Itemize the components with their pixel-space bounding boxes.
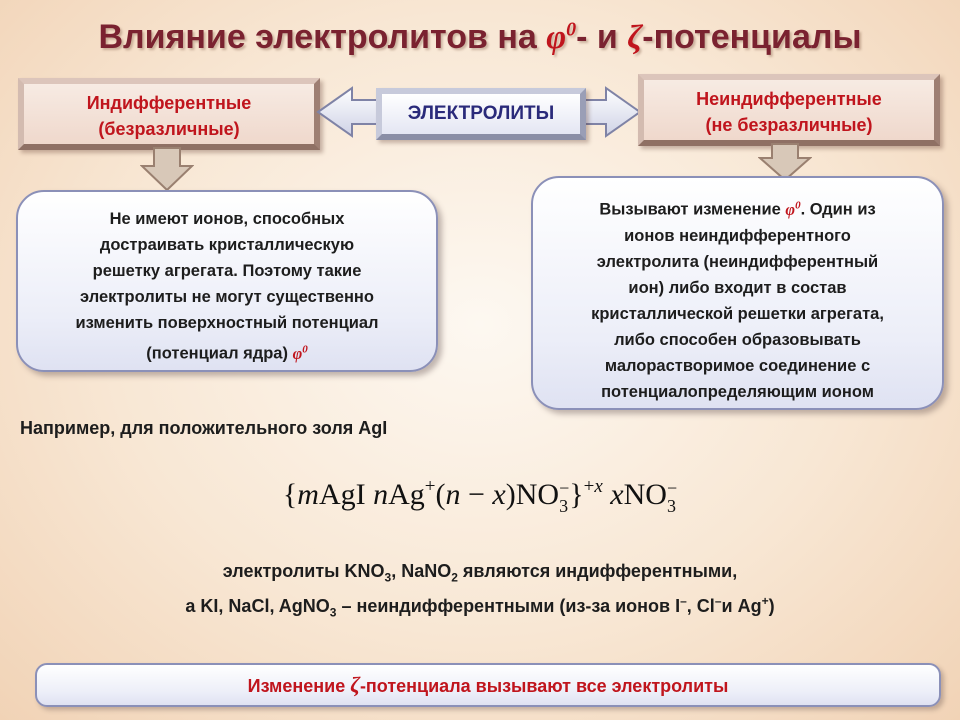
electrolytes-indifferent-line: электролиты $KNO_3$, NaNO$_2$ являются индифферентными, <box>222 561 738 585</box>
indifferent-sublabel: (безразличные) <box>98 119 240 139</box>
nonindifferent-label: Неиндифферентные <box>696 89 882 109</box>
indifferent-description <box>16 190 438 372</box>
zeta-symbol: ζ <box>627 19 643 56</box>
nonindifferent-description <box>531 176 944 410</box>
title-prefix: Влияние электролитов на <box>98 18 547 56</box>
text-line: ионов неиндифферентного <box>624 226 851 245</box>
text-line: Не имеют ионов, способных <box>109 210 345 228</box>
indifferent-label: Индифферентные <box>86 93 252 113</box>
text-line: кристаллической решетки агрегата, <box>591 304 884 323</box>
example-caption: Например, для положительного золя AgI <box>20 418 388 438</box>
text-line: Вызывают изменение $\varphi^0$. Один из <box>599 199 876 219</box>
page-title <box>0 18 960 57</box>
title-middle: - и <box>576 18 628 56</box>
phi-symbol: $\varphi^0$ <box>546 18 577 56</box>
phi-symbol: $\varphi^0$ <box>292 343 308 363</box>
text-line: решетку агрегата. Поэтому такие <box>92 262 362 280</box>
nonindifferent-sublabel: (не безразличные) <box>705 115 873 135</box>
title-suffix: -потенциалы <box>642 18 862 56</box>
electrolytes-label: ЭЛЕКТРОЛИТЫ <box>376 88 586 140</box>
indifferent-box <box>18 78 320 150</box>
zeta-symbol: ζ <box>350 672 360 697</box>
text-line: потенциалопределяющим ионом <box>601 382 874 401</box>
conclusion-banner: Изменение ζ-потенциала вызывают все электролиты <box>35 663 941 707</box>
text-line: достраивать кристаллическую <box>99 236 355 254</box>
text-line: (потенциал ядра) $\varphi^0$ <box>146 343 308 363</box>
text-line: ион) либо входит в состав <box>628 278 847 297</box>
text-line: электролиты не могут существенно <box>80 288 374 306</box>
text-line: изменить поверхностный потенциал <box>75 314 379 332</box>
electrolytes-nonindifferent-line: а KI, NaCl, AgNO$_3$ – неиндифферентными (из-за ионов I–, Cl–и Ag+) <box>185 594 775 620</box>
down-arrow-icon <box>140 146 194 192</box>
phi-symbol: $\varphi^0$ <box>785 199 801 219</box>
text-line: электролита (неиндифферентный <box>596 252 879 271</box>
micelle-formula: {mAgI nAg+(n − x)NO − 3 }$^{+x}$ xNO − 3 <box>282 476 678 517</box>
text-line: либо способен образовывать <box>614 330 861 349</box>
text-line: малорастворимое соединение с <box>604 356 871 375</box>
nonindifferent-box <box>638 74 940 146</box>
